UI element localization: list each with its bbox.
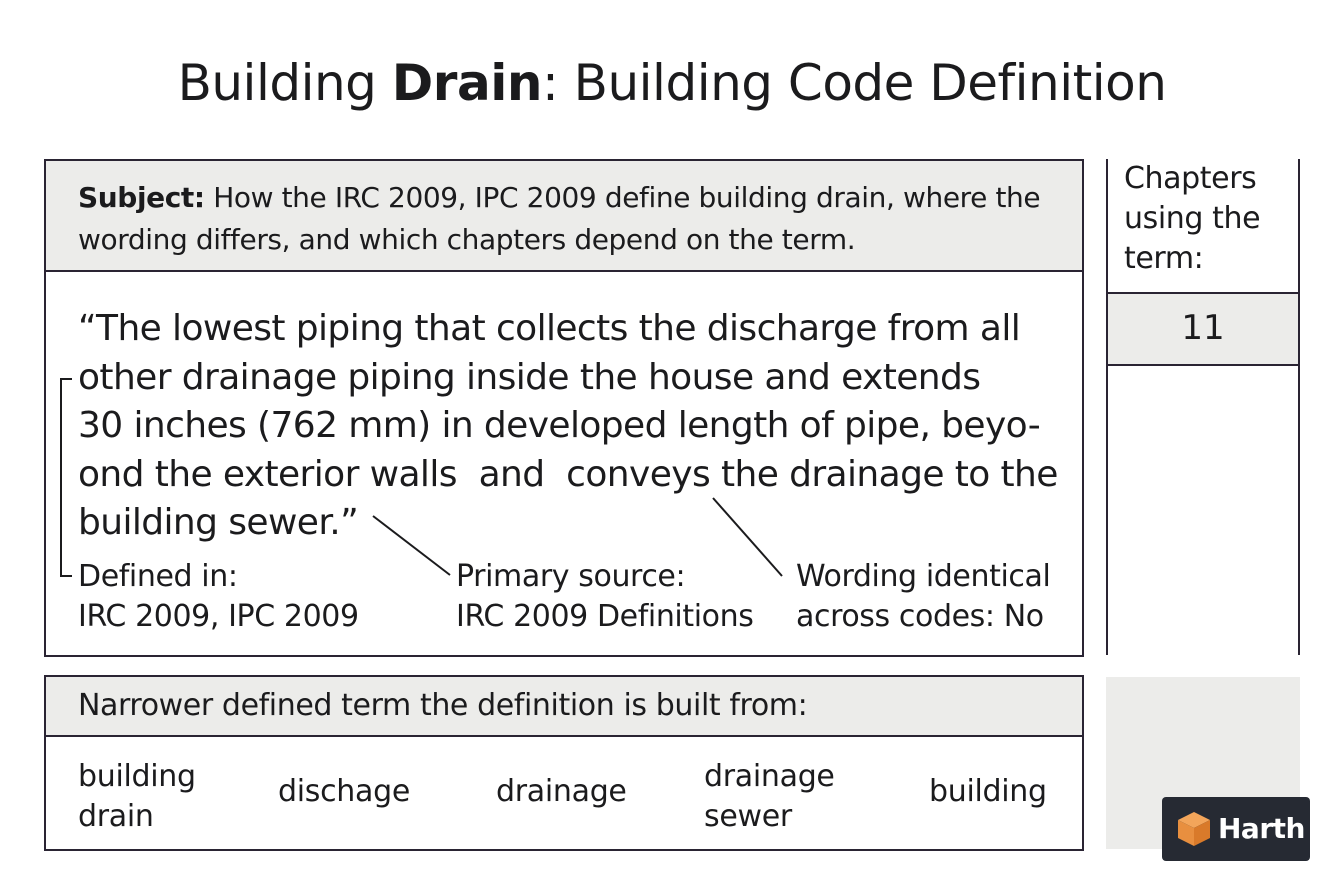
chapters-label: Chapters using the term:	[1124, 161, 1261, 276]
definition-line: ond the exterior walls and conveys the drainage to the	[78, 453, 1058, 495]
chapters-panel	[1106, 159, 1300, 655]
subject-text: How the IRC 2009, IPC 2009 define building drain, where the wording differs, and which chapters depend on the term.	[78, 181, 1041, 256]
wording-identical-value: across codes: No	[796, 599, 1044, 634]
primary-source	[456, 557, 753, 637]
wording-identical	[796, 557, 1050, 637]
subject-banner	[46, 161, 1082, 272]
definition-line: 30 inches (762 mm) in developed length of pipe, beyo-	[78, 405, 1041, 446]
defined-in	[78, 557, 359, 637]
definition-line: other drainage piping inside the house and extends	[78, 356, 981, 398]
definition-line: building sewer.”	[78, 502, 359, 543]
page-title	[0, 50, 1344, 116]
title-bold: Drain	[391, 54, 542, 112]
chapters-count: 11	[1108, 292, 1298, 366]
cube-logo-icon	[1174, 809, 1214, 849]
term-item: building	[929, 774, 1047, 809]
primary-source-label: Primary source:	[456, 559, 686, 594]
title-suffix: : Building Code Definition	[541, 54, 1167, 112]
term-item: dischage	[278, 774, 410, 809]
definition-quote	[78, 305, 1078, 548]
title-prefix: Building	[177, 54, 392, 112]
definition-line: “The lowest piping that collects the discharge from all	[78, 308, 1021, 349]
term-item: drainage sewer	[704, 759, 835, 834]
defined-in-label: Defined in:	[78, 559, 238, 594]
definition-card	[44, 159, 1084, 657]
term-item: drainage	[496, 774, 627, 809]
wording-identical-label: Wording identical	[796, 559, 1051, 594]
defined-in-value: IRC 2009, IPC 2009	[78, 599, 359, 634]
term-item: building drain	[78, 759, 196, 834]
narrower-terms-heading: Narrower defined term the definition is built from:	[46, 677, 1082, 737]
harth-logo	[1162, 797, 1310, 861]
logo-text: Harth	[1218, 812, 1305, 845]
subject-label: Subject:	[78, 181, 205, 214]
narrower-terms-card	[44, 675, 1084, 851]
primary-source-value: IRC 2009 Definitions	[456, 599, 754, 634]
